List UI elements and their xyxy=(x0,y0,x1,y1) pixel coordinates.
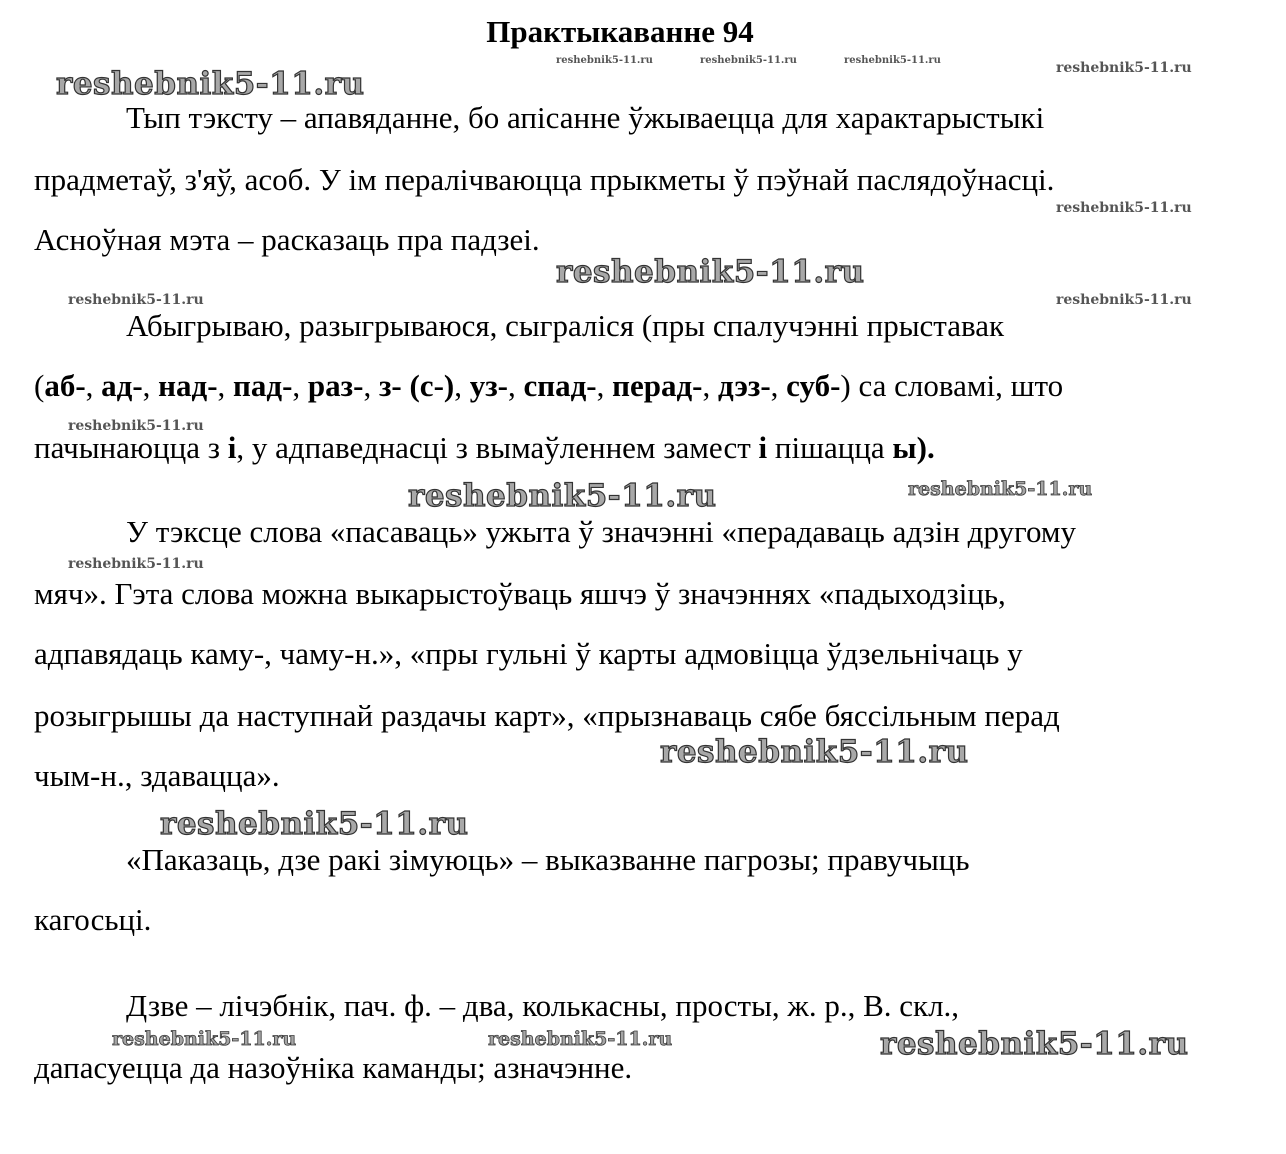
paragraph-2-line-1: Абыгрываю, разыгрываюся, сыграліся (пры спалучэнні прыставак xyxy=(126,308,1005,343)
paragraph-1-line-2: прадметаў, з'яў, асоб. У ім пералічваюцца прыкметы ў пэўнай паслядоўнасці. xyxy=(34,162,1055,197)
watermark-logo: reshebnik5-11.ru xyxy=(556,55,653,66)
watermark-logo: reshebnik5-11.ru xyxy=(1056,60,1192,76)
paragraph-4-line-2: кагосьці. xyxy=(34,902,152,937)
watermark-logo: reshebnik5-11.ru xyxy=(880,1026,1189,1062)
paragraph-2-line-3: пачынаюцца з і, у адпаведнасці з вымаўленнем замест і пішацца ы). xyxy=(34,430,935,465)
paragraph-2-line-2: (аб-, ад-, над-, пад-, раз-, з- (с-), уз-, спад-, перад-, дэз-, суб-) са словамі, што xyxy=(34,368,1064,403)
watermark-logo: reshebnik5-11.ru xyxy=(488,1028,673,1050)
paragraph-1-line-1: Тып тэксту – апавяданне, бо апісанне ўжываецца для характарыстыкі xyxy=(126,100,1045,135)
watermark-logo: reshebnik5-11.ru xyxy=(660,734,969,770)
watermark-logo: reshebnik5-11.ru xyxy=(160,806,469,842)
watermark-logo: reshebnik5-11.ru xyxy=(112,1028,297,1050)
paragraph-5-line-2: дапасуецца да назоўніка каманды; азначэнне. xyxy=(34,1050,633,1085)
watermark-logo: reshebnik5-11.ru xyxy=(68,292,204,308)
watermark-logo: reshebnik5-11.ru xyxy=(556,254,865,290)
paragraph-3-line-3: адпавядаць каму-, чаму-н.», «пры гульні ў карты адмовіцца ўдзельнічаць у xyxy=(34,636,1023,671)
watermark-logo: reshebnik5-11.ru xyxy=(68,556,204,572)
watermark-logo: reshebnik5-11.ru xyxy=(68,418,204,434)
watermark-logo: reshebnik5-11.ru xyxy=(700,55,797,66)
paragraph-3-line-1: У тэксце слова «пасаваць» ужыта ў значэнні «перадаваць адзін другому xyxy=(126,514,1077,549)
watermark-logo: reshebnik5-11.ru xyxy=(56,66,365,102)
paragraph-1-line-3: Асноўная мэта – расказаць пра падзеі. xyxy=(34,222,540,257)
watermark-logo: reshebnik5-11.ru xyxy=(1056,200,1192,216)
watermark-logo: reshebnik5-11.ru xyxy=(908,478,1093,500)
paragraph-5-line-1: Дзве – лічэбнік, пач. ф. – два, колькасны, просты, ж. р., В. скл., xyxy=(126,988,960,1023)
paragraph-3-line-4: розыгрышы да наступнай раздачы карт», «прызнаваць сябе бяссільным перад xyxy=(34,698,1060,733)
watermark-logo: reshebnik5-11.ru xyxy=(1056,292,1192,308)
watermark-logo: reshebnik5-11.ru xyxy=(408,478,717,514)
paragraph-3-line-2: мяч». Гэта слова можна выкарыстоўваць яшчэ ў значэннях «падыходзіць, xyxy=(34,576,1006,611)
paragraph-3-line-5: чым-н., здавацца». xyxy=(34,758,280,793)
page-title: Практыкаванне 94 xyxy=(486,14,754,49)
watermark-logo: reshebnik5-11.ru xyxy=(844,55,941,66)
paragraph-4-line-1: «Паказаць, дзе ракі зімуюць» – выказванне пагрозы; правучыць xyxy=(126,842,970,877)
